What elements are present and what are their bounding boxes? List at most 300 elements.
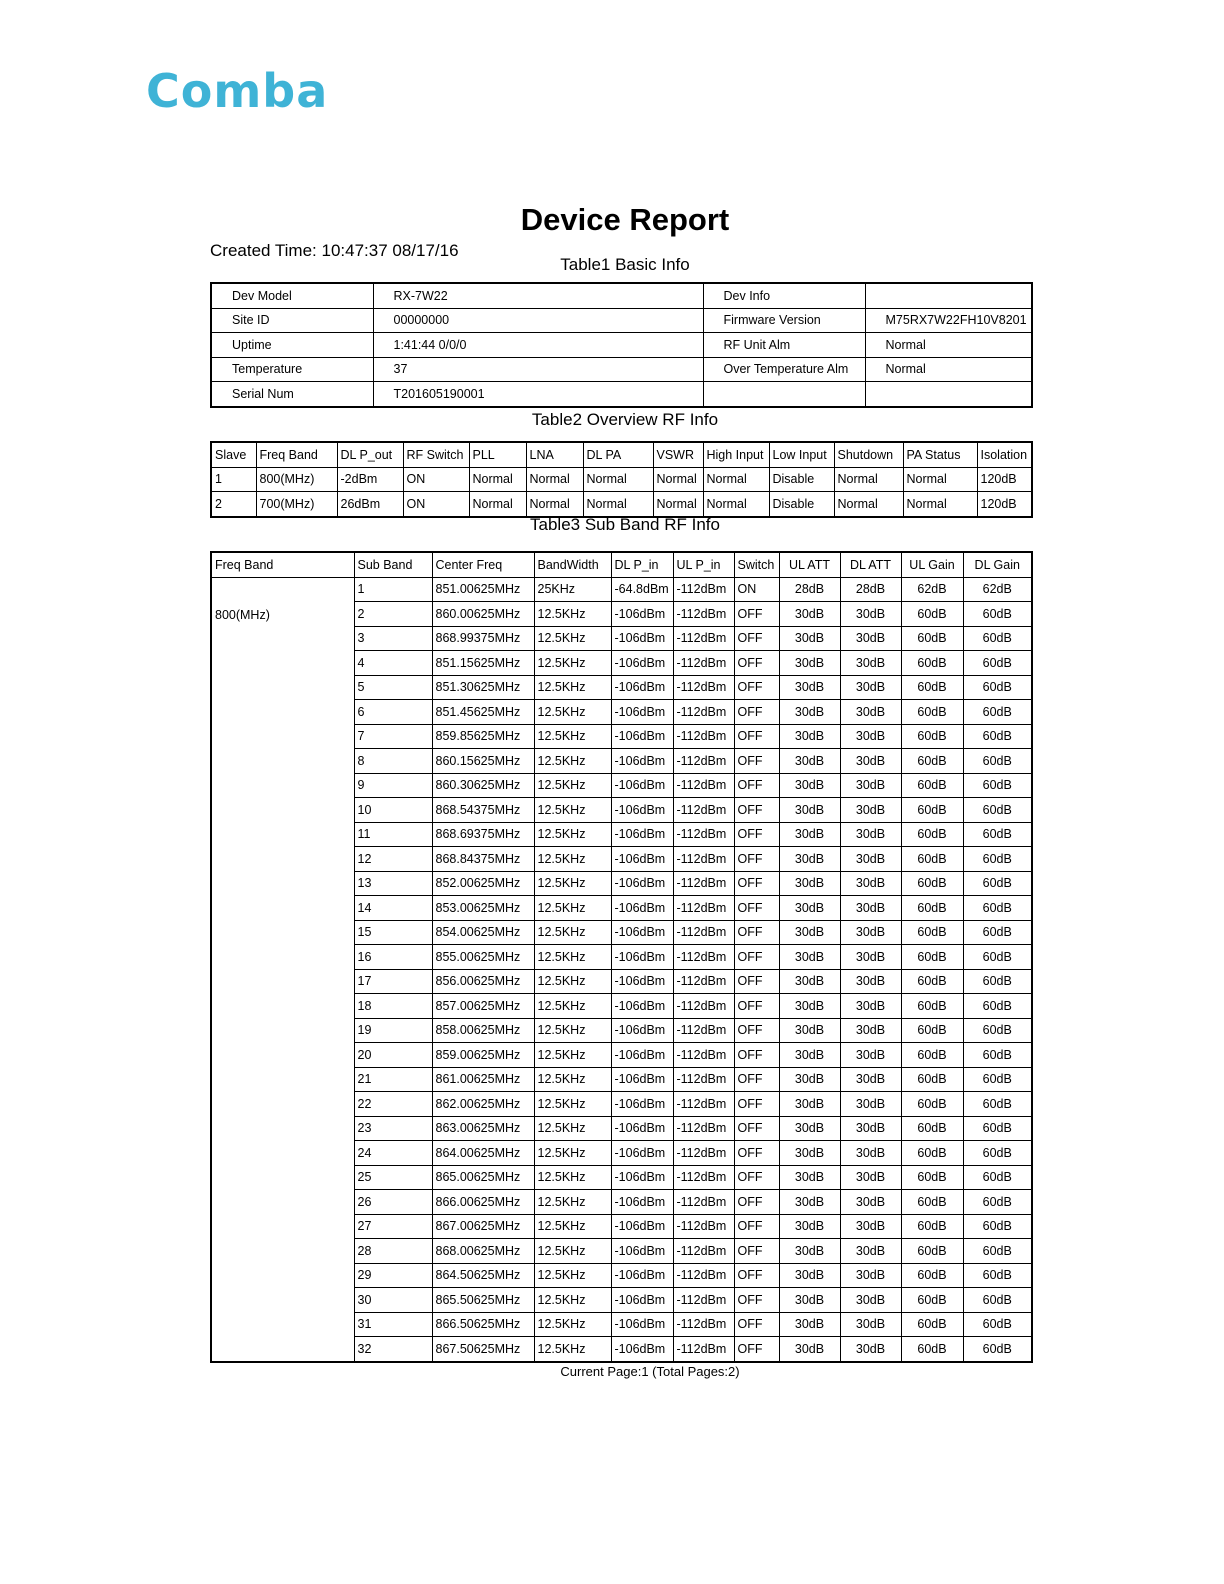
table-cell: 26dBm: [337, 492, 403, 517]
table-cell: 853.00625MHz: [432, 896, 534, 921]
column-header: UL P_in: [673, 552, 734, 577]
table-cell: 60dB: [963, 920, 1032, 945]
sub-band-header-row: [211, 552, 1032, 577]
table-cell: -112dBm: [673, 1018, 734, 1043]
table-cell: -112dBm: [673, 724, 734, 749]
table-cell: -112dBm: [673, 896, 734, 921]
table-cell: 30dB: [779, 1018, 840, 1043]
table-cell: -106dBm: [611, 651, 673, 676]
table-cell: OFF: [734, 1239, 779, 1264]
table-cell: OFF: [734, 920, 779, 945]
table-cell: 12.5KHz: [534, 1165, 611, 1190]
table-cell: 30dB: [840, 920, 901, 945]
info-label: Uptime: [211, 333, 373, 358]
table-cell: 30dB: [840, 798, 901, 823]
table-cell: 60dB: [901, 1214, 963, 1239]
table-cell: 60dB: [963, 749, 1032, 774]
table-cell: 30dB: [779, 847, 840, 872]
table-cell: 30dB: [840, 1141, 901, 1166]
table-cell: OFF: [734, 1043, 779, 1068]
table-cell: -106dBm: [611, 675, 673, 700]
table-cell: 859.85625MHz: [432, 724, 534, 749]
table-cell: -64.8dBm: [611, 577, 673, 602]
table-cell: -112dBm: [673, 1141, 734, 1166]
table-cell: 17: [354, 969, 432, 994]
table-cell: 860.15625MHz: [432, 749, 534, 774]
info-label: Serial Num: [211, 382, 373, 407]
table-cell: -106dBm: [611, 1214, 673, 1239]
table-cell: OFF: [734, 994, 779, 1019]
table-cell: -112dBm: [673, 1043, 734, 1068]
table-cell: Normal: [653, 467, 703, 492]
table-cell: -112dBm: [673, 1312, 734, 1337]
table-cell: -112dBm: [673, 920, 734, 945]
sub-band-rf-table: [210, 551, 1033, 1363]
table-cell: 12.5KHz: [534, 749, 611, 774]
table-cell: Normal: [653, 492, 703, 517]
table-cell: 865.50625MHz: [432, 1288, 534, 1313]
column-header: PA Status: [903, 442, 977, 467]
table-cell: 12.5KHz: [534, 969, 611, 994]
table-cell: 24: [354, 1141, 432, 1166]
table-cell: 12.5KHz: [534, 1190, 611, 1215]
table-cell: -112dBm: [673, 1092, 734, 1117]
table-cell: 12.5KHz: [534, 724, 611, 749]
info-label: RF Unit Alm: [703, 333, 865, 358]
column-header: PLL: [469, 442, 526, 467]
column-header: High Input: [703, 442, 769, 467]
table-cell: 4: [354, 651, 432, 676]
table-cell: 862.00625MHz: [432, 1092, 534, 1117]
table-cell: OFF: [734, 602, 779, 627]
created-time: Created Time: 10:47:37 08/17/16: [210, 241, 459, 260]
column-header: BandWidth: [534, 552, 611, 577]
table-cell: -112dBm: [673, 1214, 734, 1239]
table-cell: -106dBm: [611, 871, 673, 896]
table-cell: OFF: [734, 651, 779, 676]
table-cell: 60dB: [901, 1092, 963, 1117]
table-cell: 30dB: [840, 626, 901, 651]
table-cell: ON: [734, 577, 779, 602]
table-cell: 30dB: [779, 1288, 840, 1313]
table-cell: 863.00625MHz: [432, 1116, 534, 1141]
table-cell: 30dB: [779, 994, 840, 1019]
table-cell: 27: [354, 1214, 432, 1239]
table-cell: 30dB: [779, 1337, 840, 1362]
table-cell: 23: [354, 1116, 432, 1141]
column-header: Low Input: [769, 442, 834, 467]
column-header: Shutdown: [834, 442, 903, 467]
info-value: M75RX7W22FH10V8201: [865, 308, 1032, 333]
table-cell: 12.5KHz: [534, 1288, 611, 1313]
table-cell: 1: [211, 467, 256, 492]
table-cell: -106dBm: [611, 1067, 673, 1092]
table-cell: 30dB: [840, 1337, 901, 1362]
table-cell: 852.00625MHz: [432, 871, 534, 896]
table-cell: -112dBm: [673, 1239, 734, 1264]
table-cell: OFF: [734, 847, 779, 872]
table-cell: 30dB: [840, 1116, 901, 1141]
table-cell: -112dBm: [673, 773, 734, 798]
table-cell: 60dB: [963, 1092, 1032, 1117]
table-cell: OFF: [734, 798, 779, 823]
table-cell: 30dB: [840, 1092, 901, 1117]
table-cell: 60dB: [901, 773, 963, 798]
table-cell: -112dBm: [673, 700, 734, 725]
table-cell: 30dB: [840, 1239, 901, 1264]
table-cell: 21: [354, 1067, 432, 1092]
table-cell: 30dB: [840, 651, 901, 676]
table-cell: 857.00625MHz: [432, 994, 534, 1019]
table-cell: 12.5KHz: [534, 1141, 611, 1166]
basic-info-row: [211, 382, 1032, 407]
table-cell: 851.45625MHz: [432, 700, 534, 725]
table-cell: 18: [354, 994, 432, 1019]
table-cell: Normal: [526, 467, 583, 492]
table-cell: 30dB: [840, 1190, 901, 1215]
table-cell: 30dB: [840, 700, 901, 725]
table-cell: -106dBm: [611, 945, 673, 970]
table-cell: 60dB: [963, 822, 1032, 847]
table-cell: 12.5KHz: [534, 1312, 611, 1337]
table-cell: -112dBm: [673, 749, 734, 774]
table-cell: -106dBm: [611, 822, 673, 847]
table-cell: 12.5KHz: [534, 822, 611, 847]
table-cell: 866.00625MHz: [432, 1190, 534, 1215]
table-cell: OFF: [734, 626, 779, 651]
table-cell: 12.5KHz: [534, 1067, 611, 1092]
table-row: [211, 467, 1032, 492]
table-cell: -112dBm: [673, 1337, 734, 1362]
column-header: Slave: [211, 442, 256, 467]
table-cell: Normal: [834, 467, 903, 492]
table-cell: 60dB: [901, 822, 963, 847]
info-value: 37: [373, 357, 703, 382]
column-header: Switch: [734, 552, 779, 577]
table-cell: -106dBm: [611, 749, 673, 774]
table-cell: 30dB: [779, 1165, 840, 1190]
table-cell: OFF: [734, 724, 779, 749]
table-cell: 60dB: [901, 920, 963, 945]
table-cell: 12.5KHz: [534, 651, 611, 676]
table-cell: 12.5KHz: [534, 700, 611, 725]
info-value: Normal: [865, 357, 1032, 382]
table-cell: 2: [354, 602, 432, 627]
table-cell: 31: [354, 1312, 432, 1337]
table-cell: 30dB: [840, 945, 901, 970]
column-header: UL ATT: [779, 552, 840, 577]
table-cell: 12.5KHz: [534, 675, 611, 700]
table-cell: 60dB: [963, 1116, 1032, 1141]
table-cell: 851.30625MHz: [432, 675, 534, 700]
info-value: [865, 283, 1032, 308]
column-header: LNA: [526, 442, 583, 467]
table-cell: 800(MHz): [256, 467, 337, 492]
table-cell: 30dB: [779, 602, 840, 627]
table-cell: 30dB: [840, 1067, 901, 1092]
table-cell: -112dBm: [673, 1067, 734, 1092]
table-cell: -112dBm: [673, 577, 734, 602]
table-cell: 60dB: [963, 1043, 1032, 1068]
column-header: DL PA: [583, 442, 653, 467]
table1-caption: Table1 Basic Info: [560, 255, 690, 274]
table-cell: 60dB: [901, 969, 963, 994]
table-cell: 60dB: [901, 700, 963, 725]
table-cell: OFF: [734, 1263, 779, 1288]
table-cell: 12.5KHz: [534, 871, 611, 896]
table-cell: 855.00625MHz: [432, 945, 534, 970]
table-cell: 60dB: [963, 602, 1032, 627]
table-cell: 60dB: [963, 1214, 1032, 1239]
table-cell: ON: [403, 467, 469, 492]
table-cell: -106dBm: [611, 1141, 673, 1166]
table-cell: Disable: [769, 467, 834, 492]
table-cell: 30dB: [779, 1043, 840, 1068]
table-cell: 30dB: [840, 896, 901, 921]
table-cell: 60dB: [963, 896, 1032, 921]
table-cell: 8: [354, 749, 432, 774]
column-header: Center Freq: [432, 552, 534, 577]
table-cell: 30dB: [840, 871, 901, 896]
table-cell: -106dBm: [611, 602, 673, 627]
table-cell: 3: [354, 626, 432, 651]
table-cell: 14: [354, 896, 432, 921]
table-cell: -112dBm: [673, 822, 734, 847]
table-cell: 868.00625MHz: [432, 1239, 534, 1264]
table-cell: 60dB: [963, 626, 1032, 651]
table-cell: 851.00625MHz: [432, 577, 534, 602]
table-cell: 60dB: [963, 994, 1032, 1019]
table-cell: 30dB: [779, 1239, 840, 1264]
table-cell: 30dB: [779, 798, 840, 823]
table-cell: 29: [354, 1263, 432, 1288]
table-cell: -106dBm: [611, 798, 673, 823]
table-cell: -106dBm: [611, 1312, 673, 1337]
table-cell: 60dB: [963, 1165, 1032, 1190]
table-cell: 30dB: [840, 1263, 901, 1288]
table-cell: 30dB: [779, 1312, 840, 1337]
table-cell: 12.5KHz: [534, 1043, 611, 1068]
table-cell: 6: [354, 700, 432, 725]
table-cell: OFF: [734, 1190, 779, 1215]
column-header: Freq Band: [256, 442, 337, 467]
table-cell: 30dB: [779, 822, 840, 847]
table-cell: 868.69375MHz: [432, 822, 534, 847]
table-cell: 15: [354, 920, 432, 945]
table-cell: 60dB: [901, 675, 963, 700]
table-cell: 12.5KHz: [534, 798, 611, 823]
table-cell: -112dBm: [673, 602, 734, 627]
table-cell: 30dB: [840, 1312, 901, 1337]
table-cell: 28: [354, 1239, 432, 1264]
table-cell: -112dBm: [673, 1190, 734, 1215]
table-cell: 30dB: [779, 700, 840, 725]
table-cell: 60dB: [901, 1141, 963, 1166]
column-header: DL Gain: [963, 552, 1032, 577]
table-cell: -112dBm: [673, 1288, 734, 1313]
table-cell: 12.5KHz: [534, 626, 611, 651]
info-value: 1:41:44 0/0/0: [373, 333, 703, 358]
table-cell: -112dBm: [673, 1116, 734, 1141]
table-cell: 30dB: [779, 1116, 840, 1141]
table-cell: -106dBm: [611, 920, 673, 945]
table-cell: 30dB: [779, 773, 840, 798]
column-header: Sub Band: [354, 552, 432, 577]
table-cell: -112dBm: [673, 1165, 734, 1190]
overview-rf-table: [210, 441, 1033, 518]
column-header: DL P_out: [337, 442, 403, 467]
table-cell: 30dB: [840, 1043, 901, 1068]
table-cell: 12.5KHz: [534, 1214, 611, 1239]
table-cell: -112dBm: [673, 969, 734, 994]
table-cell: 30dB: [779, 1092, 840, 1117]
table-cell: 5: [354, 675, 432, 700]
info-value: Normal: [865, 333, 1032, 358]
table-cell: 7: [354, 724, 432, 749]
table-cell: 60dB: [901, 945, 963, 970]
table-cell: 60dB: [963, 724, 1032, 749]
info-label: Dev Info: [703, 283, 865, 308]
table-cell: -112dBm: [673, 1263, 734, 1288]
table-cell: 60dB: [963, 1067, 1032, 1092]
table-cell: 30: [354, 1288, 432, 1313]
table-cell: 30dB: [840, 1288, 901, 1313]
column-header: Freq Band: [211, 552, 354, 577]
table-cell: -106dBm: [611, 1043, 673, 1068]
table-cell: 30dB: [840, 994, 901, 1019]
table-cell: 30dB: [840, 724, 901, 749]
table-cell: -106dBm: [611, 724, 673, 749]
basic-info-table: [210, 282, 1033, 408]
table-cell: 25: [354, 1165, 432, 1190]
table-cell: 60dB: [901, 626, 963, 651]
table-cell: 26: [354, 1190, 432, 1215]
table-cell: 12.5KHz: [534, 1018, 611, 1043]
table-cell: 860.00625MHz: [432, 602, 534, 627]
table-cell: 60dB: [901, 651, 963, 676]
table-cell: 30dB: [779, 871, 840, 896]
table-cell: 22: [354, 1092, 432, 1117]
table-cell: 864.50625MHz: [432, 1263, 534, 1288]
table-cell: -106dBm: [611, 1337, 673, 1362]
table-cell: 60dB: [901, 1043, 963, 1068]
table-cell: 11: [354, 822, 432, 847]
table-cell: -106dBm: [611, 773, 673, 798]
table-cell: 30dB: [779, 969, 840, 994]
table-cell: 60dB: [901, 1337, 963, 1362]
table-cell: OFF: [734, 1141, 779, 1166]
info-value: [865, 382, 1032, 407]
table-cell: 62dB: [963, 577, 1032, 602]
table-cell: OFF: [734, 1165, 779, 1190]
table-cell: 13: [354, 871, 432, 896]
table-cell: 30dB: [779, 651, 840, 676]
table-cell: 60dB: [963, 1018, 1032, 1043]
table-cell: 32: [354, 1337, 432, 1362]
table-cell: 30dB: [779, 626, 840, 651]
table-cell: OFF: [734, 1312, 779, 1337]
table3-caption: Table3 Sub Band RF Info: [530, 515, 720, 534]
table-cell: 20: [354, 1043, 432, 1068]
table-cell: Disable: [769, 492, 834, 517]
table-cell: 861.00625MHz: [432, 1067, 534, 1092]
table-cell: OFF: [734, 871, 779, 896]
column-header: Isolation: [977, 442, 1032, 467]
table-cell: 60dB: [901, 994, 963, 1019]
table-cell: 60dB: [963, 1263, 1032, 1288]
table-cell: 60dB: [963, 1312, 1032, 1337]
column-header: DL ATT: [840, 552, 901, 577]
basic-info-row: [211, 333, 1032, 358]
table-cell: Normal: [703, 467, 769, 492]
table-cell: 858.00625MHz: [432, 1018, 534, 1043]
table-cell: 30dB: [840, 773, 901, 798]
table-cell: 12.5KHz: [534, 602, 611, 627]
table2-caption: Table2 Overview RF Info: [531, 410, 719, 429]
table-cell: OFF: [734, 969, 779, 994]
table-cell: -106dBm: [611, 969, 673, 994]
table-cell: OFF: [734, 945, 779, 970]
overview-header-row: [211, 442, 1032, 467]
freq-band-cell: 800(MHz): [211, 577, 354, 1362]
table-cell: 1: [354, 577, 432, 602]
table-cell: 859.00625MHz: [432, 1043, 534, 1068]
table-cell: OFF: [734, 773, 779, 798]
table-cell: 60dB: [963, 798, 1032, 823]
table-cell: -106dBm: [611, 994, 673, 1019]
table-cell: 854.00625MHz: [432, 920, 534, 945]
table-cell: -106dBm: [611, 896, 673, 921]
table-cell: 60dB: [901, 1288, 963, 1313]
table-cell: 60dB: [963, 675, 1032, 700]
table-cell: -112dBm: [673, 675, 734, 700]
table-cell: OFF: [734, 822, 779, 847]
table-cell: -106dBm: [611, 1288, 673, 1313]
table-cell: Normal: [834, 492, 903, 517]
table-cell: 60dB: [901, 724, 963, 749]
column-header: RF Switch: [403, 442, 469, 467]
info-label: Site ID: [211, 308, 373, 333]
info-value: RX-7W22: [373, 283, 703, 308]
table-cell: Normal: [469, 467, 526, 492]
table-cell: 60dB: [963, 969, 1032, 994]
table-row: [211, 492, 1032, 517]
table-cell: 12.5KHz: [534, 847, 611, 872]
page-title: Device Report: [520, 202, 730, 237]
table-cell: -106dBm: [611, 1116, 673, 1141]
table-cell: -106dBm: [611, 1263, 673, 1288]
table-cell: -106dBm: [611, 626, 673, 651]
table-cell: 30dB: [779, 945, 840, 970]
basic-info-row: [211, 308, 1032, 333]
table-cell: 851.15625MHz: [432, 651, 534, 676]
table-cell: 30dB: [840, 969, 901, 994]
table-cell: 866.50625MHz: [432, 1312, 534, 1337]
table-cell: 30dB: [840, 822, 901, 847]
table-cell: -112dBm: [673, 945, 734, 970]
table-cell: OFF: [734, 700, 779, 725]
table-cell: 30dB: [840, 1018, 901, 1043]
table-cell: 860.30625MHz: [432, 773, 534, 798]
table-cell: -106dBm: [611, 1165, 673, 1190]
table-cell: 868.84375MHz: [432, 847, 534, 872]
table-cell: 12: [354, 847, 432, 872]
table-cell: OFF: [734, 675, 779, 700]
comba-logo: Comba: [146, 64, 329, 118]
table-cell: Normal: [469, 492, 526, 517]
table-cell: OFF: [734, 1018, 779, 1043]
table-cell: 60dB: [963, 871, 1032, 896]
